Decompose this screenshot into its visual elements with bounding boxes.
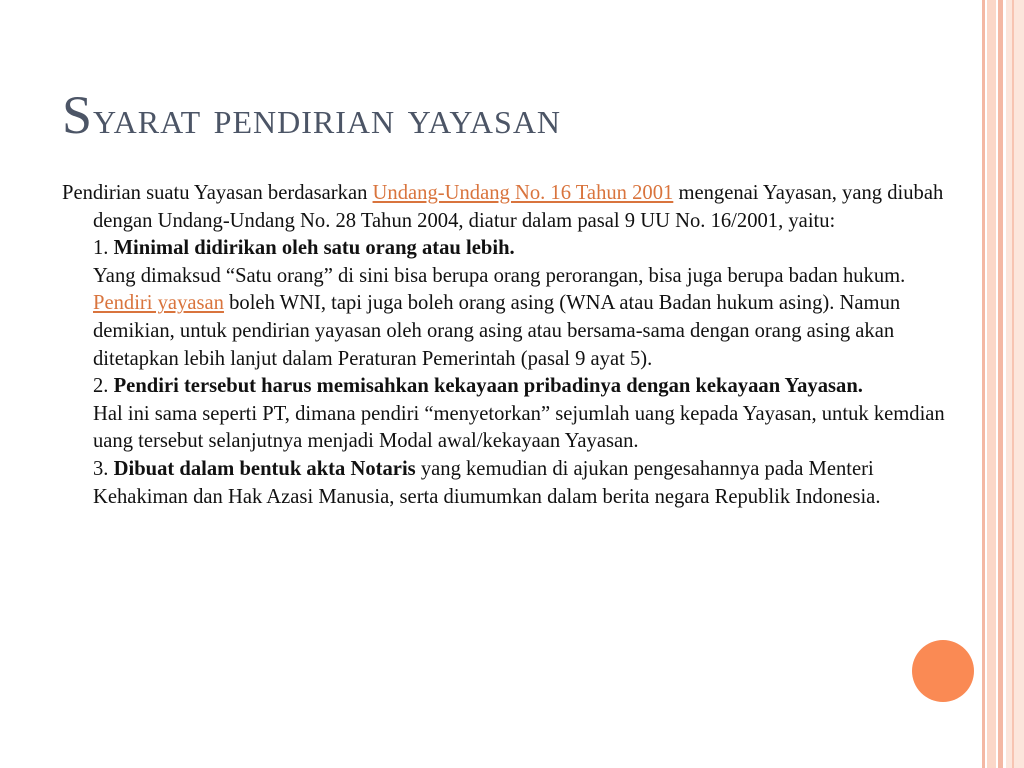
founder-link[interactable]: Pendiri yayasan <box>93 292 224 315</box>
item-heading: Minimal didirikan oleh satu orang atau lebih. <box>113 237 515 260</box>
intro-text: Pendirian suatu Yayasan berdasarkan <box>62 182 373 204</box>
title-initial: S <box>62 85 94 145</box>
item-tail: yang kemudian di ajukan pengesahannya pada Menteri Kehakiman dan Hak Azasi Manusia, serta diumumkan dalam berita negara Republik Indonesia. <box>93 457 881 508</box>
edge-stripe <box>987 0 996 768</box>
item-desc: Yang dimaksud “Satu orang” di sini bisa berupa orang perorangan, bisa juga berupa badan hukum. <box>93 264 906 287</box>
slide-body <box>62 180 962 511</box>
intro-text-cont: mengenai Yayasan, yang diubah dengan Undang-Undang No. 28 Tahun 2004, diatur dalam pasal 9 UU No. 16/2001, yaitu: <box>93 182 944 232</box>
edge-stripe <box>1006 0 1024 768</box>
decorative-dot <box>912 640 974 702</box>
title-rest: yarat pendirian yayasan <box>93 92 562 143</box>
edge-stripe <box>982 0 985 768</box>
item-number: 3. <box>93 457 114 480</box>
item-desc-cont: boleh WNI, tapi juga boleh orang asing (WNA atau Badan hukum asing). Namun demikian, untuk pendirian yayasan oleh orang asing atau bersama-sama dengan orang asing akan ditetapkan lebih lanjut dalam Peraturan Pemerintah (pasal 9 ayat 5). <box>93 292 901 370</box>
law-link[interactable]: Undang-Undang No. 16 Tahun 2001 <box>372 182 674 204</box>
item-2-heading <box>62 373 962 401</box>
item-1-heading <box>62 235 962 263</box>
edge-stripe <box>998 0 1003 768</box>
item-desc: Hal ini sama seperti PT, dimana pendiri “menyetorkan” sejumlah uang kepada Yayasan, untuk kemdian uang tersebut selanjutnya menjadi Modal awal/kekayaan Yayasan. <box>93 402 945 453</box>
item-3 <box>62 456 962 511</box>
item-1-description <box>62 263 962 373</box>
item-number: 1. <box>93 237 114 260</box>
item-heading: Dibuat dalam bentuk akta Notaris <box>113 457 416 480</box>
item-heading: Pendiri tersebut harus memisahkan kekayaan pribadinya dengan kekayaan Yayasan. <box>113 375 863 398</box>
edge-stripe <box>1012 0 1014 768</box>
item-number: 2. <box>93 375 114 398</box>
slide-title <box>62 84 561 146</box>
intro-paragraph <box>62 180 962 235</box>
item-2-description <box>62 401 962 456</box>
